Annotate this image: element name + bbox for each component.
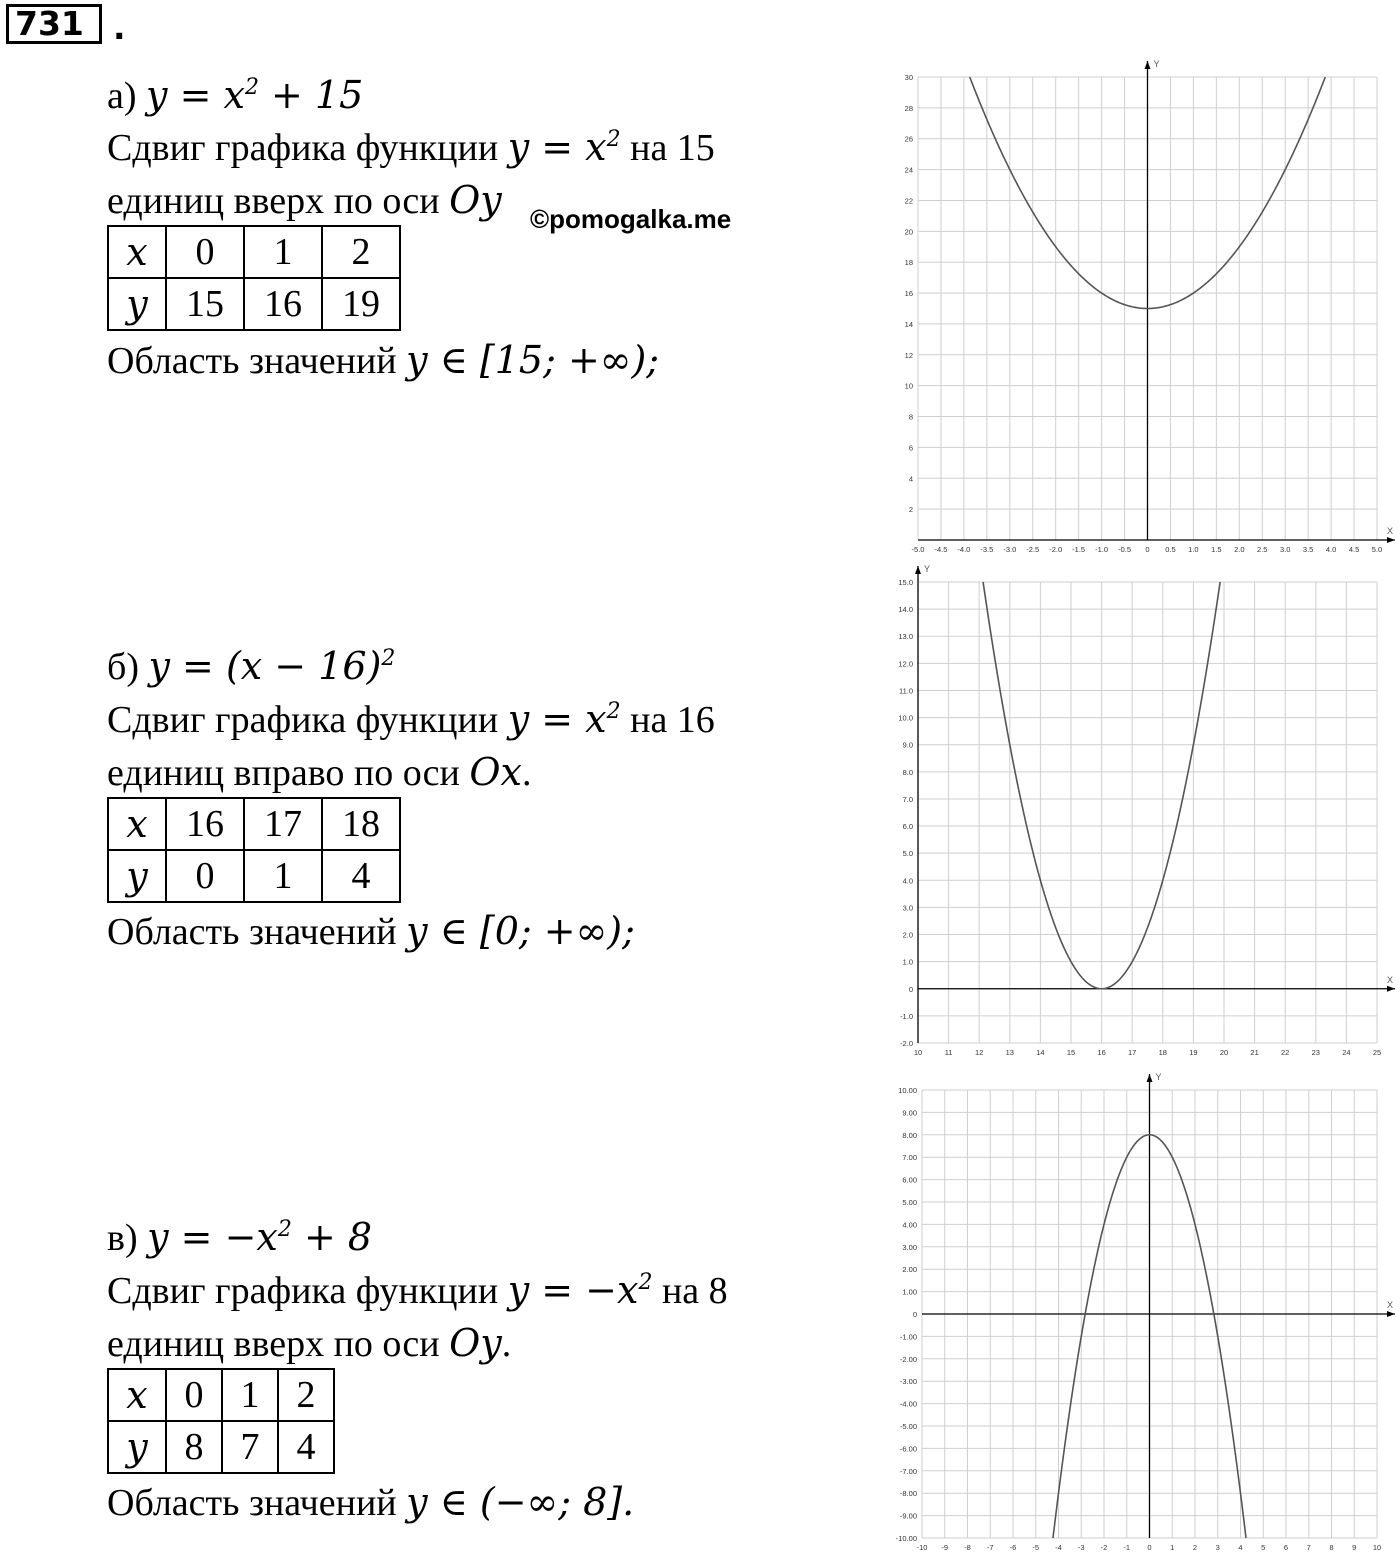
x-tick-label: -2 xyxy=(1100,1543,1108,1552)
x-tick-label: -5.0 xyxy=(911,545,925,554)
x-tick-label: 13 xyxy=(1005,1048,1014,1057)
y-tick-label: 10 xyxy=(904,381,913,391)
y-tick-label: 7.0 xyxy=(902,794,913,804)
x-tick-label: -9 xyxy=(941,1543,949,1552)
part-b-range: Область значений y ∈ [0; +∞); xyxy=(107,909,635,953)
x-tick-label: -8 xyxy=(964,1543,971,1552)
y-tick-label: 20 xyxy=(904,227,913,237)
y-tick-label: 6.00 xyxy=(902,1175,917,1185)
part-a-values-table: x 0 1 2 y 15 16 19 xyxy=(107,225,401,331)
y-tick-label: 4.00 xyxy=(902,1220,917,1230)
y-tick-label: -4.00 xyxy=(899,1399,917,1409)
y-tick-label: 6.0 xyxy=(902,822,913,832)
x-axis-arrow xyxy=(1387,986,1395,992)
y-tick-label: 2.0 xyxy=(902,930,913,940)
y-tick-label: 9.00 xyxy=(902,1108,917,1118)
part-c-range: Область значений y ∈ (−∞; 8]. xyxy=(107,1480,635,1524)
part-b-desc2: единиц вправо по оси Ox. xyxy=(107,750,532,794)
part-a-formula: а) $y = x^2 + 15$ xyxy=(107,73,364,117)
y-tick-label: 5.00 xyxy=(902,1198,917,1207)
y-tick-label: -2.0 xyxy=(900,1039,913,1048)
x-axis-label: X xyxy=(1387,1300,1394,1310)
y-tick-label: 28 xyxy=(904,103,913,113)
x-axis-arrow xyxy=(1387,537,1395,543)
y-tick-label: 7.00 xyxy=(902,1153,917,1163)
x-tick-label: -6 xyxy=(1009,1543,1017,1552)
x-tick-label: -4 xyxy=(1055,1543,1062,1552)
part-b-values-table: x 16 17 18 y 0 1 4 xyxy=(107,797,401,903)
x-tick-label: 2 xyxy=(1192,1543,1198,1552)
x-tick-label: -3.0 xyxy=(1003,545,1017,554)
y-tick-label: 0 xyxy=(912,1310,917,1319)
y-tick-label: 8 xyxy=(908,412,913,422)
x-tick-label: 10 xyxy=(1372,1543,1382,1552)
y-tick-label: 9.0 xyxy=(902,740,913,750)
y-tick-label: 26 xyxy=(904,134,913,144)
y-tick-label: 14 xyxy=(904,319,913,329)
x-tick-label: -1.5 xyxy=(1072,545,1086,554)
y-axis-arrow xyxy=(915,566,921,574)
x-tick-label: 4.0 xyxy=(1325,545,1337,554)
x-tick-label: 8 xyxy=(1329,1543,1334,1552)
x-tick-label: 5 xyxy=(1261,1543,1266,1552)
y-tick-label: 14.0 xyxy=(898,605,913,615)
y-tick-label: 16 xyxy=(904,289,913,299)
x-tick-label: 22 xyxy=(1281,1048,1290,1057)
x-tick-label: -4.0 xyxy=(957,545,971,554)
x-tick-label: 20 xyxy=(1219,1048,1229,1057)
x-tick-label: 16 xyxy=(1097,1048,1106,1057)
y-axis-label: Y xyxy=(924,564,931,574)
y-tick-label: 22 xyxy=(904,196,913,206)
y-tick-label: 3.0 xyxy=(902,903,913,913)
part-c-values-table: x 0 1 2 y 8 7 4 xyxy=(107,1368,335,1474)
x-axis-arrow xyxy=(1387,1311,1395,1317)
y-tick-label: -3.00 xyxy=(899,1377,917,1387)
x-tick-label: 24 xyxy=(1342,1048,1351,1057)
y-tick-label: -1.0 xyxy=(900,1011,913,1021)
y-axis-arrow xyxy=(1147,1074,1153,1082)
part-a-desc2: единиц вверх по оси Oy xyxy=(107,178,502,222)
problem-number: 731 . xyxy=(6,4,102,44)
y-tick-label: -10.00 xyxy=(895,1534,917,1543)
y-tick-label: 0 xyxy=(908,984,913,994)
y-tick-label: 4 xyxy=(908,474,913,484)
part-c-formula: в) $y = -x^2 + 8$ xyxy=(107,1215,373,1259)
x-tick-label: -2.5 xyxy=(1026,545,1040,554)
y-tick-label: 11.0 xyxy=(898,686,913,696)
x-tick-label: -0.5 xyxy=(1118,545,1132,554)
y-tick-label: 1.0 xyxy=(902,957,913,967)
y-tick-label: 8.0 xyxy=(902,767,913,777)
x-tick-label: 1.5 xyxy=(1211,545,1222,554)
y-axis-label: Y xyxy=(1155,1072,1162,1082)
x-tick-label: 11 xyxy=(944,1048,953,1057)
part-b-desc1: Сдвиг графика функции $y = x^2$ на 16 xyxy=(107,697,715,741)
part-b-formula: б) $y = (x - 16)^2$ xyxy=(107,644,396,688)
y-axis-label: Y xyxy=(1153,59,1160,69)
y-tick-label: 3.00 xyxy=(902,1242,917,1252)
x-tick-label: 4 xyxy=(1238,1543,1243,1552)
x-tick-label: 0 xyxy=(1147,1543,1152,1552)
x-tick-label: -1 xyxy=(1123,1543,1131,1552)
x-tick-label: -3 xyxy=(1077,1543,1085,1552)
x-tick-label: -4.5 xyxy=(934,545,948,554)
y-tick-label: 10.0 xyxy=(898,713,913,723)
part-a-range: Область значений y ∈ [15; +∞); xyxy=(107,338,660,382)
x-tick-label: 23 xyxy=(1311,1048,1320,1057)
x-tick-label: 3.0 xyxy=(1279,545,1291,554)
y-tick-label: 12.0 xyxy=(898,659,913,669)
y-tick-label: 18 xyxy=(904,258,913,268)
y-tick-label: 13.0 xyxy=(898,632,913,642)
x-tick-label: 5.0 xyxy=(1371,545,1383,554)
x-tick-label: -1.0 xyxy=(1095,545,1109,554)
x-tick-label: -10 xyxy=(916,1543,928,1552)
chart-a xyxy=(880,55,1400,560)
x-tick-label: 1 xyxy=(1170,1543,1175,1552)
x-tick-label: -2.0 xyxy=(1049,545,1063,554)
function-curve xyxy=(918,560,1377,989)
chart-c xyxy=(880,1068,1400,1561)
y-tick-label: 24 xyxy=(904,165,913,175)
x-tick-label: 17 xyxy=(1128,1048,1137,1057)
x-tick-label: 4.5 xyxy=(1348,545,1360,554)
x-tick-label: 14 xyxy=(1036,1048,1045,1057)
x-tick-label: 25 xyxy=(1372,1048,1382,1057)
y-tick-label: 10.00 xyxy=(898,1086,917,1095)
y-tick-label: 12 xyxy=(904,350,913,360)
y-tick-label: 2.00 xyxy=(902,1265,917,1275)
x-tick-label: 3 xyxy=(1215,1543,1220,1552)
y-tick-label: -5.00 xyxy=(899,1422,917,1431)
x-tick-label: 3.5 xyxy=(1302,545,1314,554)
y-tick-label: -8.00 xyxy=(899,1489,917,1499)
x-tick-label: -7 xyxy=(986,1543,994,1552)
y-tick-label: 6 xyxy=(908,443,913,453)
y-tick-label: -6.00 xyxy=(899,1444,917,1454)
x-tick-label: 12 xyxy=(975,1048,984,1057)
y-tick-label: -9.00 xyxy=(899,1511,917,1521)
x-tick-label: 2.5 xyxy=(1257,545,1268,554)
y-tick-label: 1.00 xyxy=(902,1287,917,1297)
y-tick-label: 2 xyxy=(908,505,913,515)
x-tick-label: 7 xyxy=(1306,1543,1311,1552)
x-axis-label: X xyxy=(1387,974,1394,985)
part-c-desc1: Сдвиг графика функции $y = -x^2$ на 8 xyxy=(107,1268,728,1312)
x-tick-label: 0 xyxy=(1145,545,1150,554)
y-tick-label: 15.0 xyxy=(898,578,913,587)
x-tick-label: 15 xyxy=(1066,1048,1076,1057)
x-tick-label: -5 xyxy=(1032,1543,1040,1552)
x-tick-label: 19 xyxy=(1189,1048,1198,1057)
x-tick-label: 2.0 xyxy=(1234,545,1245,554)
x-tick-label: 21 xyxy=(1250,1048,1259,1057)
chart-b xyxy=(880,560,1400,1060)
y-tick-label: 4.0 xyxy=(902,876,913,886)
y-tick-label: -1.00 xyxy=(899,1332,917,1342)
y-tick-label: 5.0 xyxy=(902,849,913,859)
part-c-desc2: единиц вверх по оси Oy. xyxy=(107,1321,512,1365)
x-tick-label: 10 xyxy=(913,1048,923,1057)
part-a-desc1: Сдвиг графика функции $y = x^2$ на 15 xyxy=(107,125,715,169)
y-tick-label: -7.00 xyxy=(899,1466,917,1476)
x-tick-label: 6 xyxy=(1283,1543,1289,1552)
x-tick-label: -3.5 xyxy=(980,545,994,554)
watermark: ©pomogalka.me xyxy=(530,204,732,234)
y-tick-label: 30 xyxy=(904,73,913,82)
x-axis-label: X xyxy=(1387,526,1394,536)
y-tick-label: -2.00 xyxy=(899,1354,917,1364)
y-tick-label: 8.00 xyxy=(902,1130,917,1140)
x-tick-label: 1.0 xyxy=(1188,545,1199,554)
x-tick-label: 18 xyxy=(1158,1048,1167,1057)
y-axis-arrow xyxy=(1145,61,1151,69)
x-tick-label: 0.5 xyxy=(1165,545,1176,554)
x-tick-label: 9 xyxy=(1352,1543,1357,1552)
